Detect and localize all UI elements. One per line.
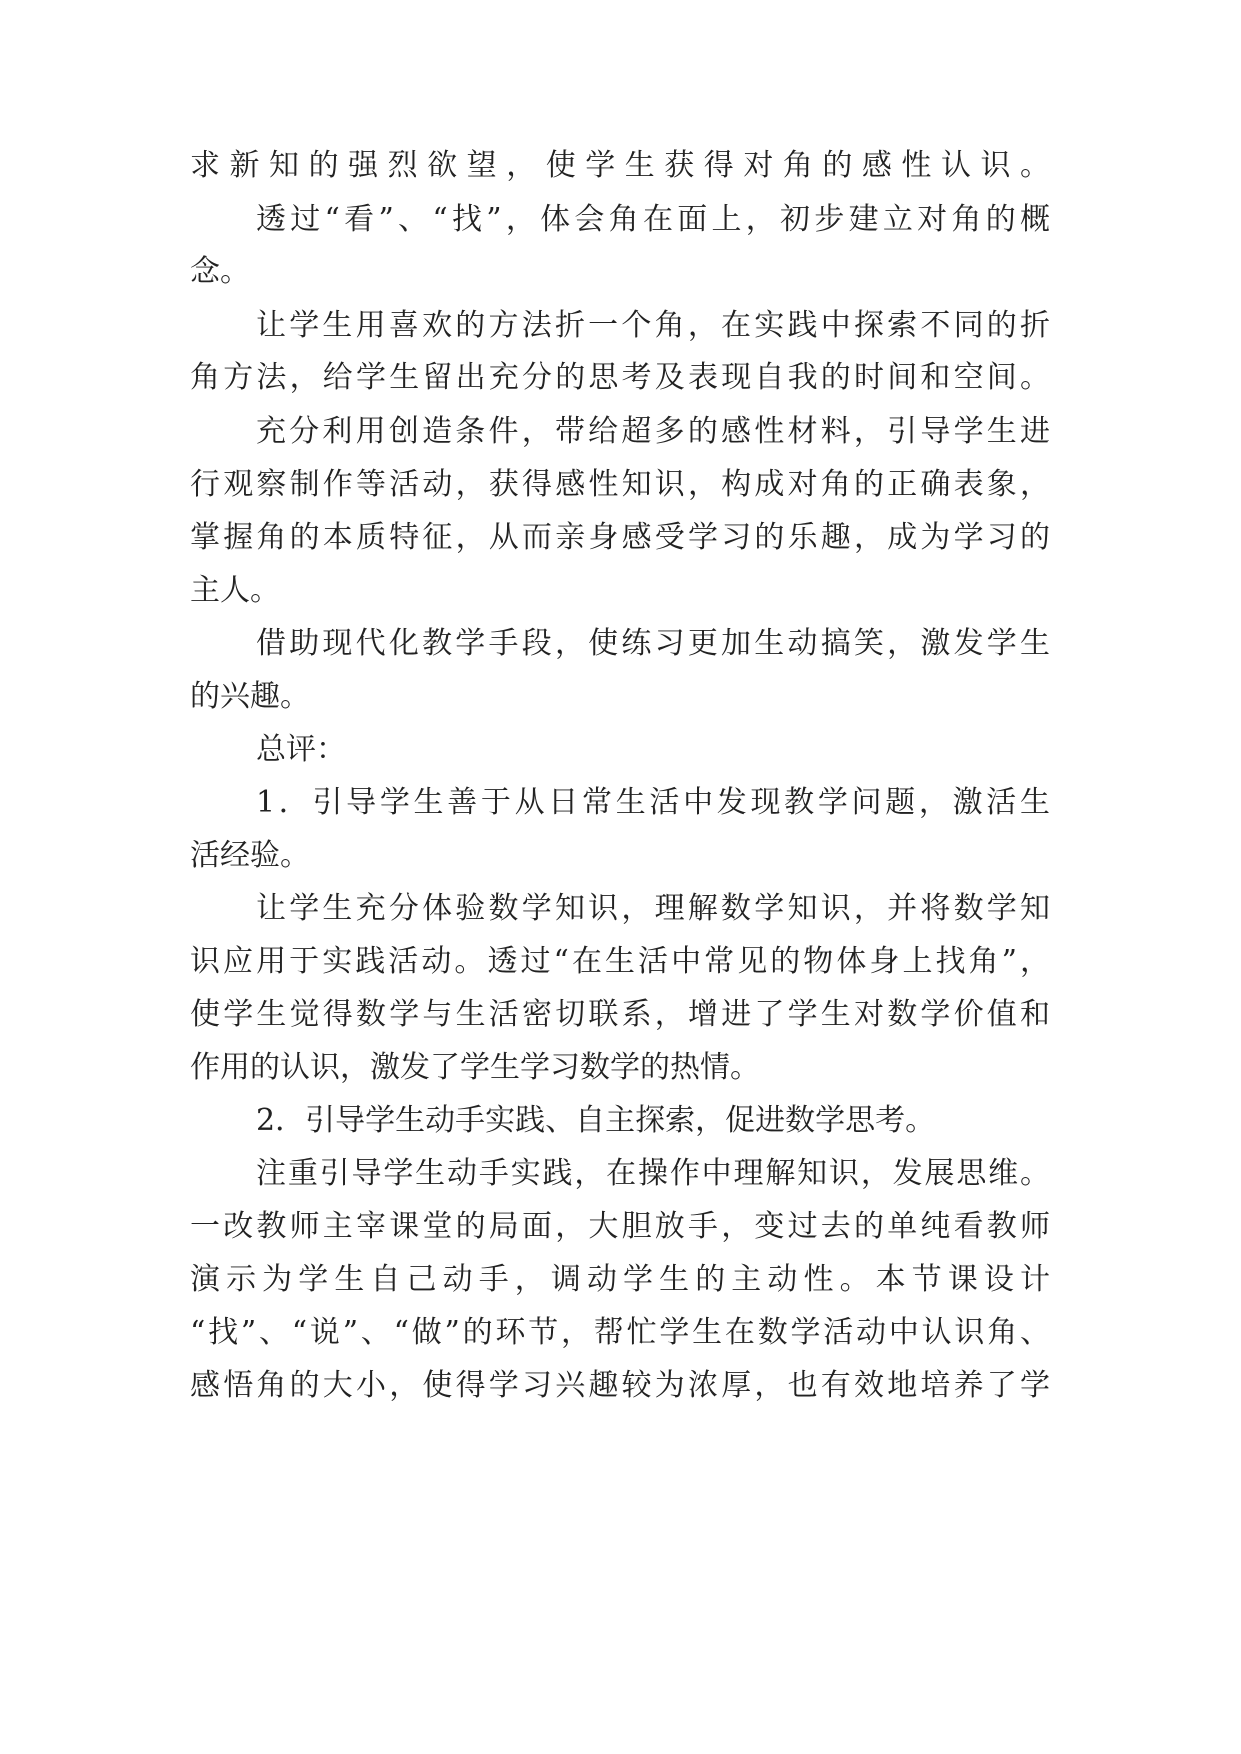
paragraph-line: “找”、“说”、“做”的环节，帮忙学生在数学活动中认识角、 xyxy=(190,1315,1050,1350)
paragraph-line: 主人。 xyxy=(190,573,280,608)
section-heading: 总评： xyxy=(256,732,346,767)
paragraph-line: 让学生用喜欢的方法折一个角，在实践中探索不同的折 xyxy=(256,308,1050,343)
numbered-point: 2．引导学生动手实践、自主探索，促进数学思考。 xyxy=(256,1103,936,1138)
paragraph-line: 让学生充分体验数学知识，理解数学知识，并将数学知 xyxy=(256,891,1050,926)
paragraph-line: 透过“看”、“找”，体会角在面上，初步建立对角的概 xyxy=(256,202,1050,237)
paragraph-line: 求新知的强烈欲望，使学生获得对角的感性认识。 xyxy=(190,148,1050,183)
paragraph-line: 使学生觉得数学与生活密切联系，增进了学生对数学价值和 xyxy=(190,997,1050,1032)
paragraph-line: 活经验。 xyxy=(190,838,310,873)
paragraph-line: 识应用于实践活动。透过“在生活中常见的物体身上找角”， xyxy=(190,944,1050,979)
paragraph-line: 充分利用创造条件，带给超多的感性材料，引导学生进 xyxy=(256,414,1050,449)
paragraph-line: 一改教师主宰课堂的局面，大胆放手，变过去的单纯看教师 xyxy=(190,1209,1050,1244)
paragraph-line: 角方法，给学生留出充分的思考及表现自我的时间和空间。 xyxy=(190,360,1050,395)
paragraph-line: 念。 xyxy=(190,254,250,289)
paragraph-line: 作用的认识，激发了学生学习数学的热情。 xyxy=(190,1050,760,1085)
paragraph-line: 的兴趣。 xyxy=(190,679,310,714)
paragraph-line: 行观察制作等活动，获得感性知识，构成对角的正确表象， xyxy=(190,467,1050,502)
numbered-point: 1．引导学生善于从日常生活中发现教学问题，激活生 xyxy=(256,785,1050,820)
paragraph-line: 注重引导学生动手实践，在操作中理解知识，发展思维。 xyxy=(256,1156,1050,1191)
paragraph-line: 感悟角的大小，使得学习兴趣较为浓厚，也有效地培养了学 xyxy=(190,1368,1050,1403)
paragraph-line: 借助现代化教学手段，使练习更加生动搞笑，激发学生 xyxy=(256,626,1050,661)
paragraph-line: 演示为学生自己动手，调动学生的主动性。本节课设计 xyxy=(190,1262,1050,1297)
paragraph-line: 掌握角的本质特征，从而亲身感受学习的乐趣，成为学习的 xyxy=(190,520,1050,555)
